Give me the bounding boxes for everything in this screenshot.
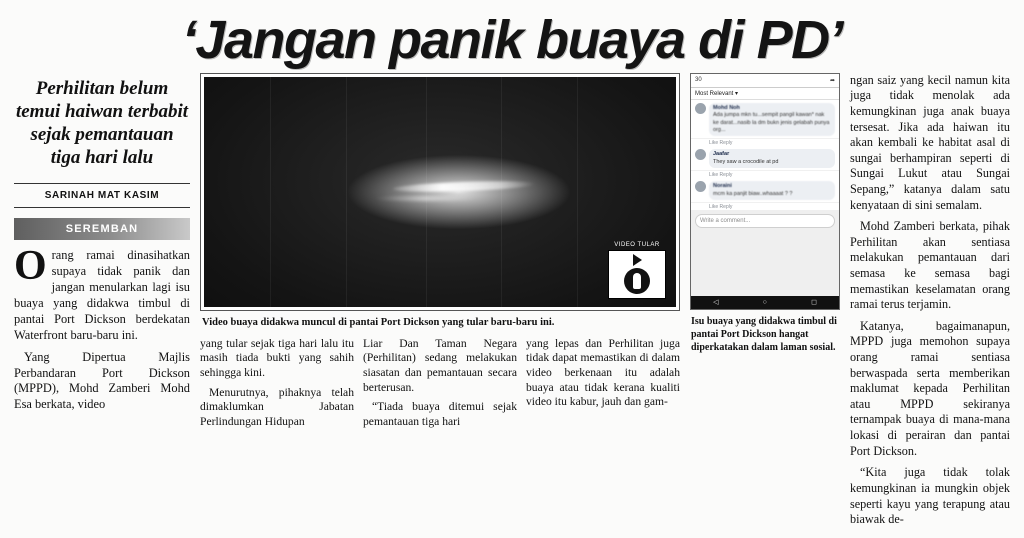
video-badge <box>608 242 666 299</box>
paragraph: yang lepas dan Perhilitan juga tidak dapat memastikan di dalam video berkenaan itu adalah buaya atau tidak kerana kualiti video itu kabur, jauh dan gam- <box>526 336 680 409</box>
paragraph: “Kita juga tidak tolak kemungkinan ia mungkin objek seperti kayu yang terapung atau biawak de- <box>850 465 1010 527</box>
list-item <box>691 146 839 171</box>
right-body <box>850 73 1010 528</box>
fb-comment-actions[interactable]: Like Reply <box>691 171 839 178</box>
paragraph: “Tiada buaya ditemui sejak pemantauan tiga hari <box>363 400 517 428</box>
fb-comment-author: Noraini <box>713 183 732 190</box>
list-item <box>691 178 839 203</box>
photo-caption: Video buaya didakwa muncul di pantai Port Dickson yang tular baru-baru ini. <box>202 316 555 328</box>
water-streak-secondary <box>374 196 478 201</box>
fb-comment-text: mcm ka panjit biaw..whaaaat ? ? <box>713 190 793 197</box>
water-streak <box>393 180 535 194</box>
photo-frame <box>200 73 680 311</box>
byline: SARINAH MAT KASIM <box>14 183 190 208</box>
paragraph: yang tular sejak tiga hari lalu itu masih tiada bukti yang sahih sehingga kini. <box>200 336 354 379</box>
list-item <box>691 100 839 140</box>
left-column <box>14 73 190 419</box>
fb-comment-actions[interactable]: Like Reply <box>691 139 839 146</box>
page-title: ‘Jangan panik buaya di PD’ <box>181 10 843 70</box>
left-body <box>14 243 190 413</box>
right-column <box>850 73 1010 534</box>
avatar <box>695 181 706 192</box>
fb-sort-selector[interactable] <box>691 88 839 100</box>
fb-reaction-bar <box>691 74 839 88</box>
drop-cap: O <box>14 243 47 290</box>
video-badge-label: VIDEO TULAR <box>614 241 660 248</box>
play-icon <box>633 254 642 266</box>
share-icon[interactable]: ➦ <box>829 77 835 84</box>
avatar <box>695 103 706 114</box>
article-kicker: Perhilitan belum temui haiwan terbabit sejak pemantauan tiga hari lalu <box>15 77 189 169</box>
fb-sort-label: Most Relevant <box>695 90 734 97</box>
center-column-2 <box>363 337 517 435</box>
fb-comment-text: Ada jumpa mkn tu...sempit pangil kawan* nak ke darat...nasib la dm bukn jenis gelabah punya org... <box>713 112 830 133</box>
android-nav-bar <box>691 296 839 309</box>
fb-comment-author: Jaafar <box>713 151 730 158</box>
fb-comment-author: Mohd Noh <box>713 104 740 111</box>
facebook-caption: Isu buaya yang didakwa timbul di pantai Port Dickson hangat diperkatakan dalam laman sosial. <box>691 315 837 353</box>
comment-input[interactable]: Write a comment... <box>695 214 835 228</box>
center-column-1 <box>200 337 354 435</box>
chevron-down-icon: ▾ <box>735 90 739 97</box>
center-column-3 <box>526 337 680 435</box>
back-icon[interactable]: ◁ <box>713 299 719 307</box>
facebook-screenshot-column <box>690 73 840 354</box>
tap-hand-icon <box>624 268 650 294</box>
paragraph: rang ramai dinasihatkan supaya tidak panik dan jangan menularkan lagi isu buaya yang didakwa timbul di pantai Port Dickson berdekatan Waterfront baru-baru ini. <box>14 248 190 342</box>
center-text-columns <box>200 337 680 435</box>
article-grid <box>14 73 1010 534</box>
dateline-badge: SEREMBAN <box>14 218 190 240</box>
paragraph: Mohd Zamberi berkata, pihak Perhilitan akan sentiasa melakukan pemantauan dari semasa ke semasa bagi memastikan keselamatan orang ramai terus terjamin. <box>850 219 1010 312</box>
recents-icon[interactable]: ◻ <box>811 299 817 307</box>
article-photo <box>204 77 676 307</box>
center-column <box>200 73 680 435</box>
paragraph: Menurutnya, pihaknya telah dimaklumkan Jabatan Perlindungan Hidupan <box>200 385 354 428</box>
avatar <box>695 149 706 160</box>
facebook-screenshot <box>690 73 840 310</box>
fb-comment-text: They saw a crocodile at pd <box>713 158 779 165</box>
fb-comment-actions[interactable]: Like Reply <box>691 203 839 210</box>
fb-reaction-count: 30 <box>695 77 702 84</box>
paragraph: Yang Dipertua Majlis Perbandaran Port Dickson (MPPD), Mohd Zamberi Mohd Esa berkata, video <box>14 349 190 412</box>
paragraph: Liar Dan Taman Negara (Perhilitan) sedang melakukan siasatan dan pemantauan secara berterusan. <box>363 336 517 394</box>
home-icon[interactable]: ○ <box>762 298 767 306</box>
paragraph: ngan saiz yang kecil namun kita juga tidak menolak ada kemungkinan juga anak buaya tersesat. Jika ada haiwan itu akan kembali ke habitat asal di sungai berhampiran seperti di Sungai Lukut atau Sungai Sepang,” katanya dalam satu kenyataan di sini semalam. <box>850 72 1010 212</box>
paragraph: Katanya, bagaimanapun, MPPD juga memohon supaya orang ramai sentiasa berwaspada serta memberikan maklumat kepada Perhilitan atau MPPD sekiranya ternampak buaya di mana-mana lokasi di perairan dan pantai Port Dickson. <box>850 318 1010 458</box>
